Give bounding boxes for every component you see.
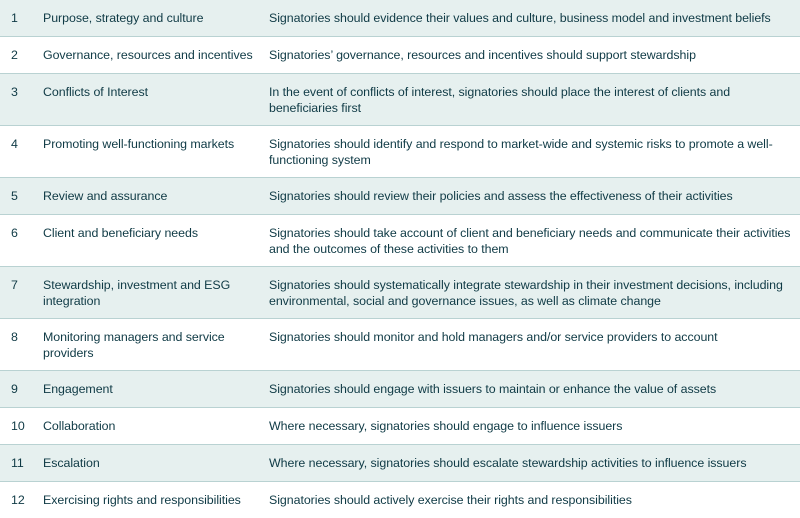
table-row — [0, 445, 800, 482]
principle-description: Signatories should evidence their values and culture, business model and investment beliefs — [269, 11, 771, 25]
principle-number: 12 — [11, 493, 25, 507]
principle-number: 3 — [11, 85, 18, 99]
principle-number: 6 — [11, 226, 18, 240]
table-row — [0, 319, 800, 371]
table-row — [0, 371, 800, 408]
principle-name: Exercising rights and responsibilities — [43, 493, 241, 507]
principle-number: 7 — [11, 278, 18, 292]
principle-name: Escalation — [43, 456, 100, 470]
table-row — [0, 74, 800, 126]
table-row — [0, 267, 800, 319]
principle-number: 8 — [11, 330, 18, 344]
principle-name: Engagement — [43, 382, 113, 396]
table-row — [0, 0, 800, 37]
principle-description: Signatories should review their policies and assess the effectiveness of their activities — [269, 189, 733, 203]
principle-description: Signatories should take account of client and beneficiary needs and communicate their activities and the outcomes of these activities to them — [269, 226, 791, 256]
principle-name: Governance, resources and incentives — [43, 48, 253, 62]
principle-description: In the event of conflicts of interest, signatories should place the interest of clients and beneficiaries first — [269, 85, 731, 115]
principle-description: Where necessary, signatories should escalate stewardship activities to influence issuers — [269, 456, 747, 470]
table-row — [0, 482, 800, 518]
table-row — [0, 126, 800, 178]
principle-description: Where necessary, signatories should engage to influence issuers — [269, 419, 623, 433]
principle-name: Review and assurance — [43, 189, 168, 203]
principle-description: Signatories should systematically integrate stewardship in their investment decisions, including environmental, social and governance issues, as well as climate change — [269, 278, 783, 308]
principle-name: Conflicts of Interest — [43, 85, 149, 99]
table-row — [0, 178, 800, 215]
principle-name: Promoting well-functioning markets — [43, 137, 235, 151]
principle-number: 5 — [11, 189, 18, 203]
principle-number: 9 — [11, 382, 18, 396]
principle-number: 1 — [11, 11, 18, 25]
table-row — [0, 408, 800, 445]
principle-number: 11 — [11, 456, 24, 470]
principle-name: Stewardship, investment and ESG integration — [43, 278, 231, 308]
principle-number: 10 — [11, 419, 25, 433]
principle-number: 2 — [11, 48, 18, 62]
table-row — [0, 37, 800, 74]
principle-description: Signatories should actively exercise their rights and responsibilities — [269, 493, 632, 507]
table-row — [0, 215, 800, 267]
principle-description: Signatories’ governance, resources and incentives should support stewardship — [269, 48, 696, 62]
principle-name: Purpose, strategy and culture — [43, 11, 204, 25]
principle-description: Signatories should identify and respond to market-wide and systemic risks to promote a well-functioning system — [269, 137, 773, 167]
principle-name: Monitoring managers and service providers — [43, 330, 225, 360]
principle-name: Collaboration — [43, 419, 116, 433]
principle-description: Signatories should monitor and hold managers and/or service providers to account — [269, 330, 718, 344]
principle-name: Client and beneficiary needs — [43, 226, 198, 240]
principle-number: 4 — [11, 137, 18, 151]
principle-description: Signatories should engage with issuers to maintain or enhance the value of assets — [269, 382, 717, 396]
